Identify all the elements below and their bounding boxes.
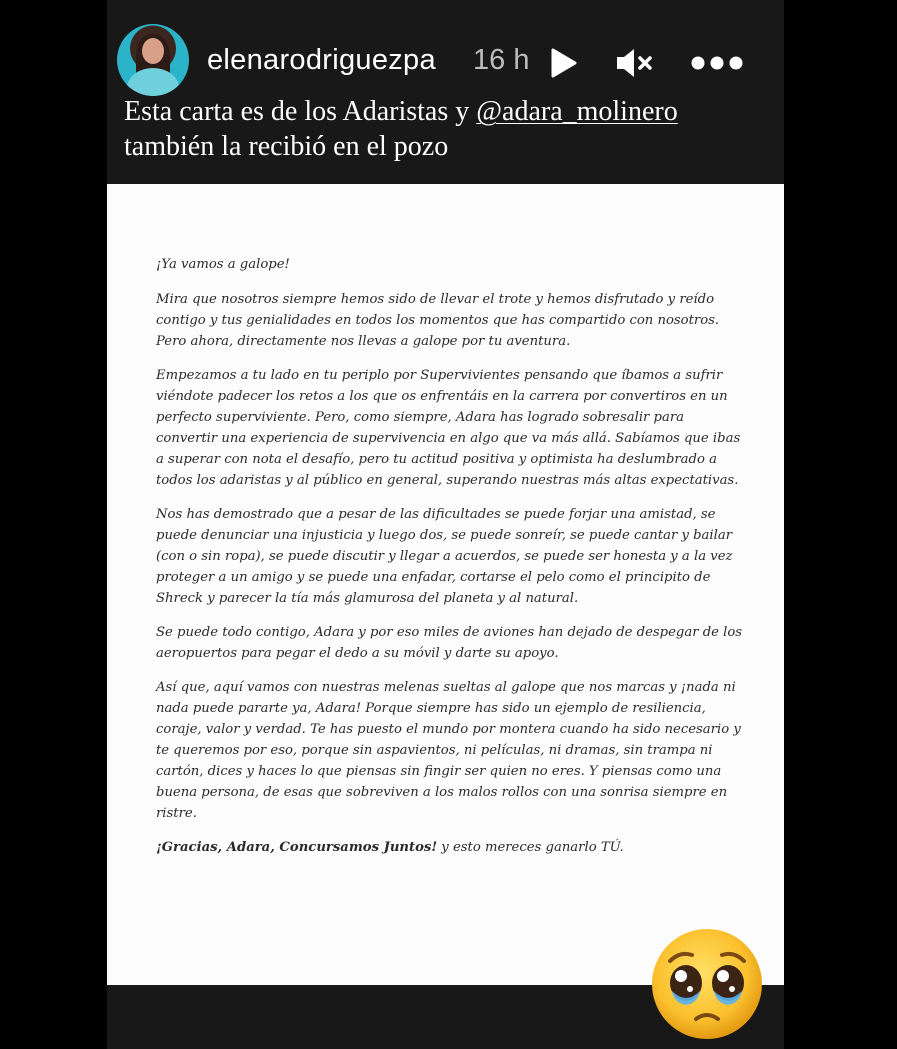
letter-paragraph: Nos has demostrado que a pesar de las dificultades se puede forjar una amistad, se puede denunciar una injusticia y luego dos, se puede sonreír, se puede cantar y bailar (con o sin ropa), se puede discutir y llegar a acuerdos, se puede ser honesta y a la vez proteger a un amigo y se puede una enfadar, cortarse el pelo como el principito de Shreck y parecer la tía más glamurosa del planeta y al natural. [156, 507, 733, 606]
letter-paragraph: Así que, aquí vamos con nuestras melenas sueltas al galope que nos marcas y ¡nada ni nada puede pararte ya, Adara! Porque siempre has sido un ejemplo de resiliencia, coraje, valor y verdad. Te has puesto el mundo por montera cuando ha sido necesario y te queremos por eso, porque sin aspavientos, ni películas, ni dramas, sin trampa ni cartón, dices y haces lo que piensas sin fingir ser quien no eres. Y piensas como una buena persona, de esas que sobreviven a los malos rollos con una sonrisa siempre en ristre. [156, 680, 741, 821]
letter-paragraph: Empezamos a tu lado en tu periplo por Supervivientes pensando que íbamos a sufrir viéndote padecer los retos a los que os enfrentáis en la carrera por convertiros en un perfecto superviviente. Pero, como siempre, Adara has logrado sobresalir para convertir una experiencia de supervivencia en algo que va más allá. Sabíamos que ibas a superar con nota el desafío, pero tu actitud positiva y optimista ha deslumbrado a todos los adaristas y al público en general, superando nuestras más altas expectativas. [156, 368, 741, 488]
mention-link[interactable]: @adara_molinero [476, 96, 678, 127]
pleading-face-emoji-icon [648, 925, 766, 1043]
post-time: 16 h [473, 44, 530, 76]
avatar[interactable] [117, 24, 189, 96]
letter-paragraph: Mira que nosotros siempre hemos sido de llevar el trote y hemos disfrutado y reído contigo y tus genialidades en todos los momentos que has compartido con nosotros. Pero ahora, directamente nos llevas a galope por tu aventura. [156, 292, 720, 349]
speaker-muted-icon[interactable] [614, 46, 654, 80]
story-caption [124, 94, 774, 164]
more-dots-icon[interactable] [690, 55, 744, 71]
letter-closing [156, 837, 746, 858]
caption-text-end: también la recibió en el pozo [124, 131, 449, 162]
letter-paragraph: Se puede todo contigo, Adara y por eso miles de aviones han dejado de despegar de los aeropuertos para pegar el dedo a su móvil y darte su apoyo. [156, 625, 743, 661]
caption-text-start: Esta carta es de los Adaristas y [124, 96, 477, 127]
letter-closing-bold: ¡Gracias, Adara, Concursamos Juntos! [156, 840, 438, 855]
letter-closing-rest: y esto mereces ganarlo TÚ. [437, 840, 624, 855]
letter-image [107, 184, 784, 985]
letter-body [156, 254, 746, 871]
username[interactable]: elenarodriguezpa [207, 44, 436, 76]
letter-greeting: ¡Ya vamos a galope! [156, 257, 290, 272]
play-icon[interactable] [548, 48, 578, 78]
